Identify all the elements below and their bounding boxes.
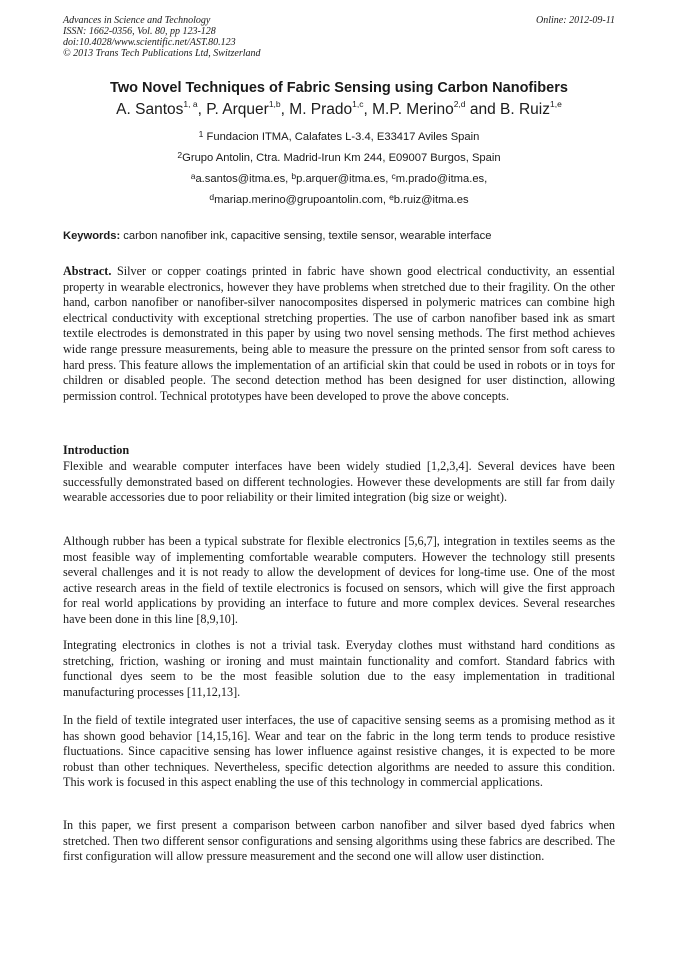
body-paragraph: In the field of textile integrated user interfaces, the use of capacitive sensing seems as a promising method as it has shown good behavior [14,15,16]. Wear and tear on the fabric in the long term tends to produce resistive fluctuations. Since capacitive sensing has lower influence against resistive changes, it is expected to be more robust than other techniques. Nevertheless, specific detection algorithms are needed to assure this condition. This work is focused in this aspect enabling the use of this technology in commercial applications. <box>63 713 615 790</box>
author-affiliation-mark: 1,e <box>549 99 562 109</box>
affiliation-text: Grupo Antolin, Ctra. Madrid-Irun Km 244, E09007 Burgos, Spain <box>182 152 501 164</box>
affiliation-text: Fundacion ITMA, Calafates L-3.4, E33417 Aviles Spain <box>203 131 480 143</box>
author-separator: and <box>465 101 501 118</box>
email: a.santos@itma.es, <box>195 173 292 185</box>
body-paragraph: In this paper, we first present a comparison between carbon nanofiber and silver based dyed fabrics when stretched. Then two different sensor configurations and sensing algorithms using these fabrics are described. The first configuration will allow pressure measurement and the second one will allow user distinction. <box>63 818 615 864</box>
email-line-2 <box>0 194 678 206</box>
copyright: © 2013 Trans Tech Publications Ltd, Switzerland <box>63 48 261 59</box>
author-name: A. Santos <box>116 101 184 118</box>
keywords <box>63 230 615 242</box>
email: b.ruiz@itma.es <box>393 194 469 206</box>
author-affiliation-mark: 1,b <box>268 99 281 109</box>
doi: doi:10.4028/www.scientific.net/AST.80.123 <box>63 37 236 48</box>
email-mark: e <box>389 192 394 202</box>
author-separator: , <box>197 101 207 118</box>
author-name: P. Arquer <box>206 101 269 118</box>
author-affiliation-mark: 1,c <box>352 99 364 109</box>
affiliation-mark: 2 <box>177 150 183 160</box>
author-list <box>0 101 678 119</box>
abstract-text: Silver or copper coatings printed in fabric have shown good electrical conductivity, an essential property in wearable electronics, however they have problems when stretched due to their fragility. On the other hand, carbon nanofiber or nanofiber-silver nanocomposites dispersed in polymeric matrices can combine high electrical conductivity with exceptional stretching properties. The use of carbon nanofiber based ink as smart textile electrodes is demonstrated in this paper by using two novel sensing methods. The first method achieves wide range pressure measurements, being able to measure the pressure on the printed sensor from soft caress to hard press. This feature allows the implementation of an artificial skin that could be used in robots or in toys for children or disabled people. The second detection method has been designed for user distinction, allowing permission control. Technical prototypes have been developed to prove the above concepts. <box>63 264 615 403</box>
body-paragraph: Flexible and wearable computer interfaces have been widely studied [1,2,3,4]. Several devices have been successfully demonstrated based on different technologies. However these developments are still far from daily wearable accessories due to poor reliability or their limited integration (big size or weight). <box>63 459 615 505</box>
affiliation-mark: 1 <box>198 129 204 139</box>
journal-name: Advances in Science and Technology <box>63 15 211 26</box>
keywords-text: carbon nanofiber ink, capacitive sensing, textile sensor, wearable interface <box>120 230 492 242</box>
email: m.prado@itma.es, <box>395 173 488 185</box>
abstract-label: Abstract. <box>63 264 112 278</box>
email-mark: c <box>391 171 396 181</box>
author-separator: , <box>363 101 373 118</box>
online-date: Online: 2012-09-11 <box>536 15 615 26</box>
issn: ISSN: 1662-0356, Vol. 80, pp 123-128 <box>63 26 216 37</box>
email: p.arquer@itma.es, <box>296 173 392 185</box>
affiliation-2 <box>0 152 678 164</box>
section-heading-introduction: Introduction <box>63 443 130 457</box>
email-line-1 <box>0 173 678 185</box>
email: mariap.merino@grupoantolin.com, <box>214 194 390 206</box>
keywords-label: Keywords: <box>63 230 121 242</box>
author-name: M.P. Merino <box>372 101 454 118</box>
paper-title: Two Novel Techniques of Fabric Sensing using Carbon Nanofibers <box>110 80 568 96</box>
author-affiliation-mark: 2,d <box>453 99 466 109</box>
author-name: M. Prado <box>289 101 353 118</box>
abstract-paragraph <box>63 264 615 404</box>
author-affiliation-mark: 1, a <box>183 99 198 109</box>
author-name: B. Ruiz <box>500 101 550 118</box>
body-paragraph: Integrating electronics in clothes is not a trivial task. Everyday clothes must withstand hard conditions as stretching, friction, washing or ironing and must maintain functionality and comfort. Standard fabrics with functional dyes seem to be the most feasible solution due to the easy implementation in traditional manufacturing processes [11,12,13]. <box>63 638 615 699</box>
email-mark: a <box>190 171 196 181</box>
author-separator: , <box>280 101 290 118</box>
body-paragraph: Although rubber has been a typical substrate for flexible electronics [5,6,7], integration in textiles seems as the most feasible way of implementing comfortable wearable computers. However the technology still presents several challenges and it is not ready to allow the development of devices for long-time use. One of the most active research areas in the field of textile electronics is focused on sensors, which will give the first approach for real world applications by providing an interface to future and more complex devices. Several researches have been done in this line [8,9,10]. <box>63 534 615 626</box>
affiliation-1 <box>0 131 678 143</box>
journal-header <box>63 15 261 59</box>
email-mark: d <box>209 192 215 202</box>
email-mark: b <box>291 171 297 181</box>
